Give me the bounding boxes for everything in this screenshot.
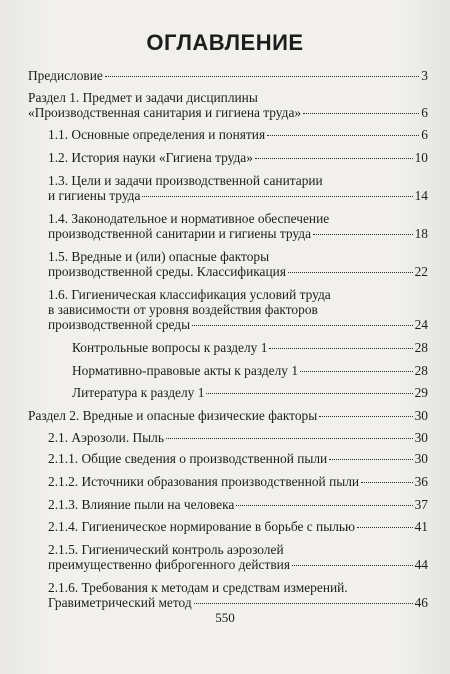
toc-entry-title-line: 2.1.4. Гигиеническое нормирование в борьбе с пылью <box>48 519 355 534</box>
toc-entry-title-line: 1.2. История науки «Гигиена труда» <box>48 150 253 165</box>
toc-entry-title-line: 2.1. Аэрозоли. Пыль <box>48 430 164 445</box>
toc-entry-page: 44 <box>414 557 428 572</box>
dot-leader <box>194 603 413 604</box>
toc-entry <box>48 127 428 142</box>
toc-entry-page: 22 <box>414 264 428 279</box>
toc-entry <box>28 408 428 423</box>
toc-entry-title-line: 2.1.1. Общие сведения о производственной пыли <box>48 451 328 466</box>
dot-leader <box>329 459 412 460</box>
toc-entry <box>48 474 428 489</box>
toc-entry <box>48 211 428 241</box>
dot-leader <box>236 505 412 506</box>
toc-entry-title-line: Контрольные вопросы к разделу 1 <box>72 340 268 355</box>
toc-entry <box>48 430 428 445</box>
toc-entry <box>72 340 428 355</box>
dot-leader <box>192 325 413 326</box>
toc-entry-title-line: производственной санитарии и гигиены труда <box>48 226 312 241</box>
dot-leader <box>105 76 419 77</box>
toc-entry <box>28 68 428 83</box>
page-title: ОГЛАВЛЕНИЕ <box>146 30 304 55</box>
dot-leader <box>206 393 412 394</box>
toc-entry-title-line: 1.3. Цели и задачи производственной санитарии <box>48 173 323 188</box>
toc-entry-page: 28 <box>414 363 428 378</box>
toc-entry <box>48 519 428 534</box>
toc-entry <box>48 580 428 610</box>
toc-entry-title-line: 2.1.2. Источники образования производственной пыли <box>48 474 360 489</box>
toc-entry-title-line: 1.6. Гигиеническая классификация условий труда <box>48 287 331 302</box>
toc-entry <box>48 150 428 165</box>
toc-entry <box>48 451 428 466</box>
toc-entry-title-line: Раздел 2. Вредные и опасные физические факторы <box>28 408 318 423</box>
toc-entry-title-line: 1.1. Основные определения и понятия <box>48 127 266 142</box>
toc-entry-page: 37 <box>414 497 428 512</box>
dot-leader <box>357 527 413 528</box>
toc-entry-page: 24 <box>414 317 428 332</box>
dot-leader <box>300 371 413 372</box>
toc-entry-title-line: и гигиены труда <box>48 188 141 203</box>
toc-entry-title-line: производственной среды <box>48 317 191 332</box>
toc-entry-page: 14 <box>414 188 428 203</box>
toc-entry-title-line: Гравиметрический метод <box>48 595 192 610</box>
toc-entry <box>48 542 428 572</box>
toc-entry-page: 30 <box>414 451 428 466</box>
toc-entry-title-line: 1.5. Вредные и (или) опасные факторы <box>48 249 270 264</box>
toc-entry <box>48 497 428 512</box>
dot-leader <box>288 272 413 273</box>
toc-entry-page: 30 <box>414 408 428 423</box>
toc-entry-page: 6 <box>421 105 428 120</box>
toc-entry-title-line: Нормативно-правовые акты к разделу 1 <box>72 363 299 378</box>
toc-entry-title-line: 1.4. Законодательное и нормативное обеспечение <box>48 211 330 226</box>
toc-entry-title-line: 2.1.6. Требования к методам и средствам измерений. <box>48 580 348 595</box>
dot-leader <box>313 234 413 235</box>
toc-entry-title-line: производственной среды. Классификация <box>48 264 286 279</box>
toc-entry-title-line: Раздел 1. Предмет и задачи дисциплины <box>28 90 258 105</box>
toc-entry-page: 18 <box>414 226 428 241</box>
toc-entry <box>72 363 428 378</box>
toc-entry-page: 46 <box>414 595 428 610</box>
toc-entry-page: 28 <box>414 340 428 355</box>
toc-entry <box>28 90 428 120</box>
dot-leader <box>269 348 412 349</box>
toc-entry-page: 10 <box>414 150 428 165</box>
dot-leader <box>166 438 413 439</box>
page-number: 550 <box>215 610 235 625</box>
dot-leader <box>319 416 412 417</box>
dot-leader <box>303 113 419 114</box>
toc-entry-title-line: в зависимости от уровня воздействия факторов <box>48 302 318 317</box>
toc-entry-title-line: преимущественно фиброгенного действия <box>48 557 290 572</box>
toc-entry-title-line: Литература к разделу 1 <box>72 385 205 400</box>
toc-entry <box>48 249 428 279</box>
toc-entry-title-line: 2.1.3. Влияние пыли на человека <box>48 497 235 512</box>
dot-leader <box>361 482 413 483</box>
toc-entry-page: 41 <box>414 519 428 534</box>
toc-entry <box>48 173 428 203</box>
toc-entry-page: 3 <box>421 68 428 83</box>
toc-entry-title-line: 2.1.5. Гигиенический контроль аэрозолей <box>48 542 284 557</box>
toc-entry-title-line: «Производственная санитария и гигиена труда» <box>28 105 302 120</box>
dot-leader <box>142 196 412 197</box>
toc-entry <box>72 385 428 400</box>
toc-entry-title-line: Предисловие <box>28 68 103 83</box>
toc-entry-page: 6 <box>421 127 428 142</box>
dot-leader <box>267 135 419 136</box>
toc-entry-page: 36 <box>414 474 428 489</box>
dot-leader <box>255 158 413 159</box>
toc-entry-page: 29 <box>414 385 428 400</box>
toc-entry-page: 30 <box>414 430 428 445</box>
dot-leader <box>292 565 413 566</box>
toc-entry <box>48 287 428 332</box>
